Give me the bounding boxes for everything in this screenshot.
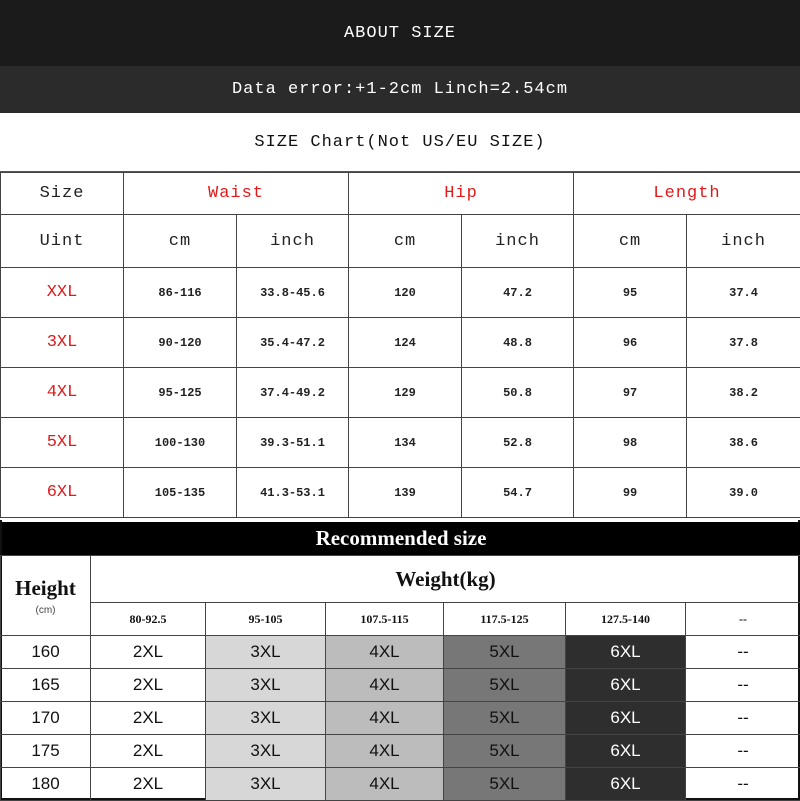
title: ABOUT SIZE xyxy=(344,24,456,43)
height-label: Height xyxy=(15,576,76,600)
measurement-cell: 95 xyxy=(574,268,687,318)
height-header xyxy=(1,556,91,636)
measurement-cell: 105-135 xyxy=(124,468,237,518)
title-banner xyxy=(0,0,800,66)
measurement-cell: 100-130 xyxy=(124,418,237,468)
recommended-size-cell: 3XL xyxy=(206,636,326,669)
recommended-size-cell: -- xyxy=(686,702,800,735)
measurement-cell: 38.6 xyxy=(687,418,800,468)
recommended-size-cell: 6XL xyxy=(566,636,686,669)
measurement-cell: 37.8 xyxy=(687,318,800,368)
group-header-row xyxy=(1,173,800,215)
waist-header: Waist xyxy=(124,173,349,215)
measurement-cell: 41.3-53.1 xyxy=(237,468,349,518)
measurement-cell: 129 xyxy=(349,368,462,418)
recommended-size-cell: 4XL xyxy=(326,735,444,768)
recommended-size-cell: 5XL xyxy=(444,636,566,669)
recommended-size-cell: -- xyxy=(686,669,800,702)
weight-range: 107.5-115 xyxy=(326,603,444,636)
weight-range: -- xyxy=(686,603,800,636)
recommended-size-cell: 3XL xyxy=(206,669,326,702)
weight-range: 127.5-140 xyxy=(566,603,686,636)
recommended-table xyxy=(0,555,800,801)
size-cell: 5XL xyxy=(1,418,124,468)
measurement-cell: 54.7 xyxy=(462,468,574,518)
recommended-size-cell: 2XL xyxy=(91,735,206,768)
size-row xyxy=(1,468,800,518)
height-row xyxy=(1,669,800,702)
measurement-cell: 47.2 xyxy=(462,268,574,318)
measurement-cell: 134 xyxy=(349,418,462,468)
measurement-cell: 37.4 xyxy=(687,268,800,318)
weight-range: 80-92.5 xyxy=(91,603,206,636)
unit-cell: cm xyxy=(574,215,687,268)
recommended-size-cell: 5XL xyxy=(444,735,566,768)
recommended-size-cell: 3XL xyxy=(206,702,326,735)
recommended-size-cell: 2XL xyxy=(91,669,206,702)
recommended-size-cell: 4XL xyxy=(326,636,444,669)
size-row xyxy=(1,368,800,418)
recommended-size-cell: 6XL xyxy=(566,768,686,801)
recommended-title: Recommended size xyxy=(2,522,800,555)
height-row xyxy=(1,768,800,801)
weight-header-row xyxy=(1,556,800,603)
chart-title-banner xyxy=(0,113,800,172)
height-cell: 165 xyxy=(1,669,91,702)
recommended-size-cell: 5XL xyxy=(444,768,566,801)
measurement-cell: 96 xyxy=(574,318,687,368)
unit-cell: cm xyxy=(124,215,237,268)
measurement-cell: 99 xyxy=(574,468,687,518)
hip-header: Hip xyxy=(349,173,574,215)
measurement-cell: 39.0 xyxy=(687,468,800,518)
recommended-size-cell: -- xyxy=(686,768,800,801)
measurement-cell: 33.8-45.6 xyxy=(237,268,349,318)
size-cell: 4XL xyxy=(1,368,124,418)
chart-title: SIZE Chart(Not US/EU SIZE) xyxy=(254,133,545,152)
measurement-cell: 52.8 xyxy=(462,418,574,468)
recommended-size-cell: 2XL xyxy=(91,768,206,801)
size-row xyxy=(1,268,800,318)
size-row xyxy=(1,318,800,368)
measurement-cell: 120 xyxy=(349,268,462,318)
recommended-size-cell: 2XL xyxy=(91,636,206,669)
recommended-size-cell: 4XL xyxy=(326,669,444,702)
measurement-cell: 39.3-51.1 xyxy=(237,418,349,468)
height-row xyxy=(1,735,800,768)
unit-header: Uint xyxy=(1,215,124,268)
measurement-cell: 37.4-49.2 xyxy=(237,368,349,418)
recommended-size-cell: 3XL xyxy=(206,768,326,801)
unit-cell: cm xyxy=(349,215,462,268)
recommended-size-cell: 3XL xyxy=(206,735,326,768)
recommended-size-cell: 6XL xyxy=(566,669,686,702)
recommended-size-cell: 4XL xyxy=(326,768,444,801)
recommended-size-cell: 2XL xyxy=(91,702,206,735)
unit-cell: inch xyxy=(462,215,574,268)
size-cell: 3XL xyxy=(1,318,124,368)
unit-cell: inch xyxy=(687,215,800,268)
recommended-size-cell: -- xyxy=(686,735,800,768)
size-header: Size xyxy=(1,173,124,215)
weight-range: 117.5-125 xyxy=(444,603,566,636)
recommended-size-cell: 5XL xyxy=(444,669,566,702)
unit-cell: inch xyxy=(237,215,349,268)
height-unit: (cm) xyxy=(1,605,90,616)
recommended-size-cell: 5XL xyxy=(444,702,566,735)
size-cell: XXL xyxy=(1,268,124,318)
measurement-cell: 97 xyxy=(574,368,687,418)
measurement-cell: 86-116 xyxy=(124,268,237,318)
unit-row xyxy=(1,215,800,268)
height-cell: 180 xyxy=(1,768,91,801)
measurement-cell: 139 xyxy=(349,468,462,518)
note-banner xyxy=(0,66,800,113)
size-table xyxy=(0,172,800,518)
data-error-note: Data error:+1-2cm Linch=2.54cm xyxy=(232,80,568,99)
recommended-size-cell: -- xyxy=(686,636,800,669)
measurement-cell: 48.8 xyxy=(462,318,574,368)
length-header: Length xyxy=(574,173,800,215)
measurement-cell: 90-120 xyxy=(124,318,237,368)
measurement-cell: 38.2 xyxy=(687,368,800,418)
recommended-size-cell: 6XL xyxy=(566,702,686,735)
size-row xyxy=(1,418,800,468)
height-cell: 175 xyxy=(1,735,91,768)
height-cell: 170 xyxy=(1,702,91,735)
height-row xyxy=(1,702,800,735)
measurement-cell: 35.4-47.2 xyxy=(237,318,349,368)
weight-range: 95-105 xyxy=(206,603,326,636)
measurement-cell: 50.8 xyxy=(462,368,574,418)
measurement-cell: 124 xyxy=(349,318,462,368)
height-row xyxy=(1,636,800,669)
size-cell: 6XL xyxy=(1,468,124,518)
height-cell: 160 xyxy=(1,636,91,669)
recommended-size-cell: 6XL xyxy=(566,735,686,768)
measurement-cell: 98 xyxy=(574,418,687,468)
measurement-cell: 95-125 xyxy=(124,368,237,418)
weight-header: Weight(kg) xyxy=(91,556,800,603)
recommended-size-cell: 4XL xyxy=(326,702,444,735)
weight-range-row xyxy=(1,603,800,636)
